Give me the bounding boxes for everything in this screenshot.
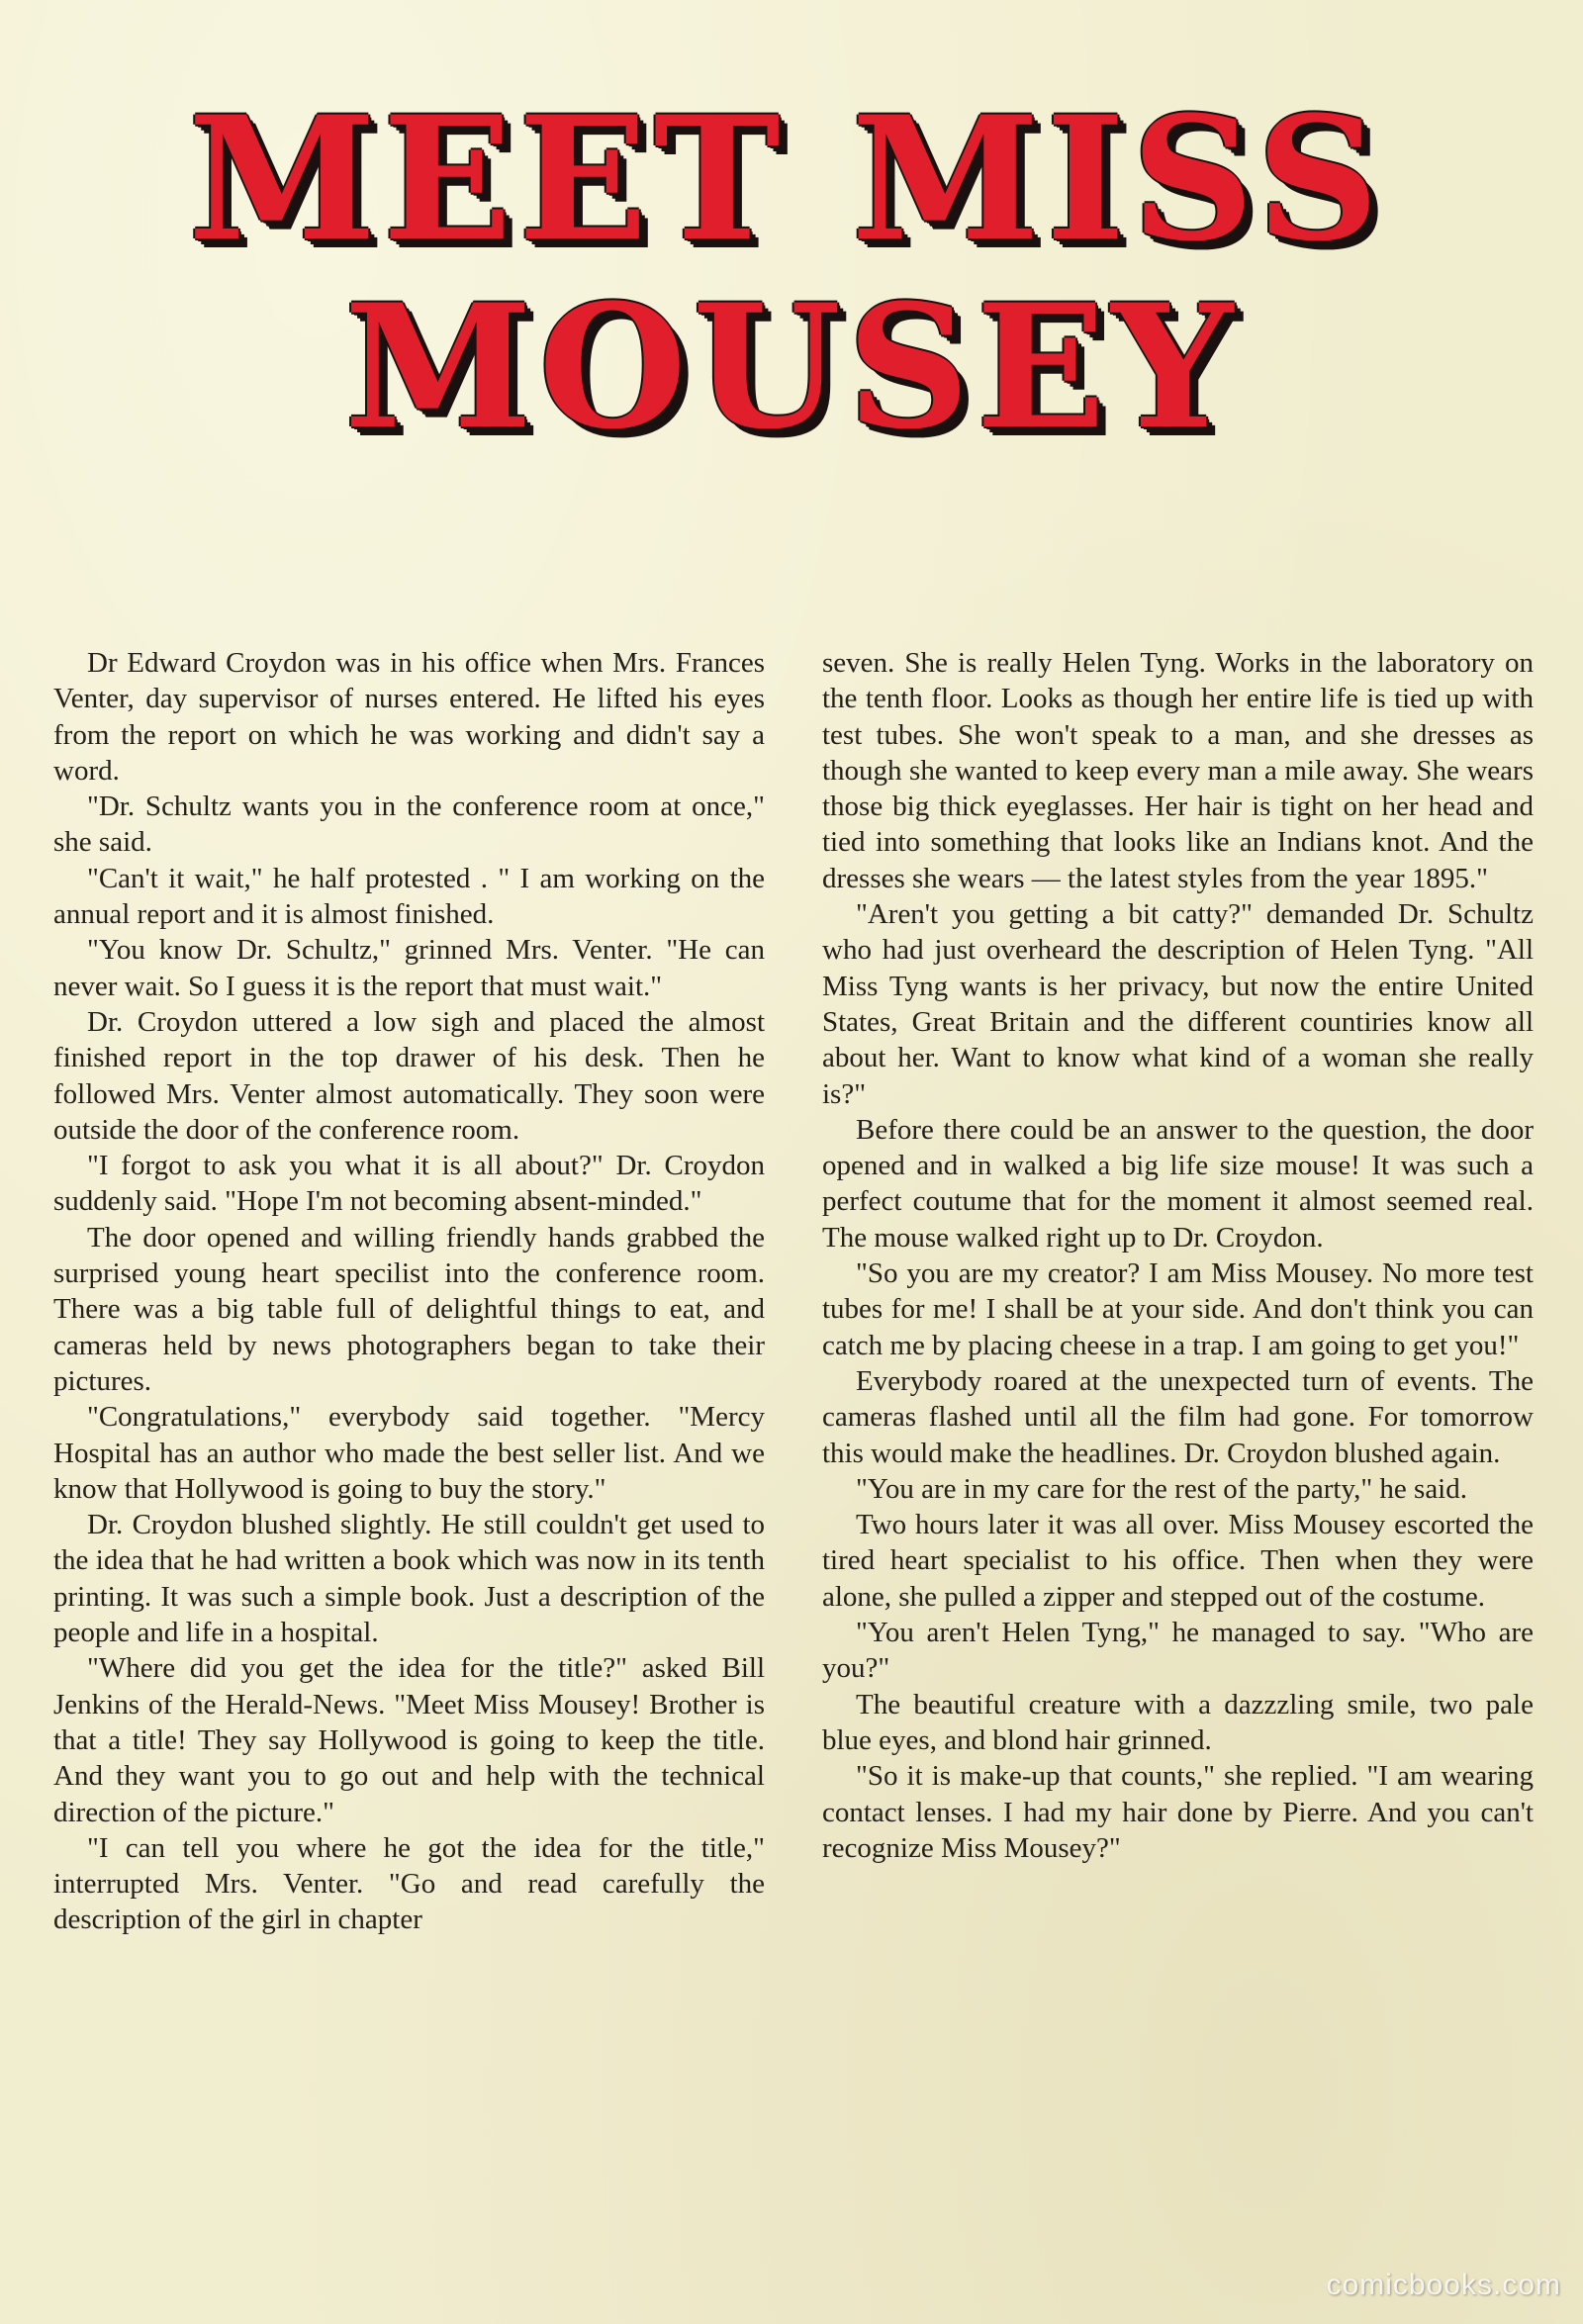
site-watermark: comicbooks.com <box>1326 2269 1561 2301</box>
paragraph: Dr. Croydon uttered a low sigh and placed the almost finished report in the top drawer of his desk. Then he followed Mrs. Venter almost automatically. They soon were outside the door of the conference room. <box>53 1005 765 1146</box>
paragraph: "Congratulations," everybody said together. "Mercy Hospital has an author who made the best seller list. And we know that Hollywood is going to buy the story." <box>53 1401 765 1505</box>
paragraph: "I can tell you where he got the idea for the title," interrupted Mrs. Venter. "Go and read carefully the description of the girl in chapter <box>53 1831 765 1936</box>
title-line-2: MOUSEY <box>343 266 1240 467</box>
paragraph: "You know Dr. Schultz," grinned Mrs. Venter. "He can never wait. So I guess it is the report that must wait." <box>53 934 765 1002</box>
paragraph: "So it is make-up that counts," she replied. "I am wearing contact lenses. I had my hair done by Pierre. And you can't recognize Miss Mousey?" <box>822 1760 1534 1864</box>
paragraph: The door opened and willing friendly hands grabbed the surprised young heart specilist into the conference room. There was a big table full of delightful things to eat, and cameras held by news photographers began to take their pictures. <box>53 1221 765 1397</box>
paragraph: Before there could be an answer to the question, the door opened and in walked a big life size mouse! It was such a perfect coutume that for the moment it almost seemed real. The mouse walked right up to Dr. Croydon. <box>822 1113 1534 1254</box>
paragraph: Two hours later it was all over. Miss Mousey escorted the tired heart specialist to his office. Then when they were alone, she pulled a zipper and stepped out of the costume. <box>822 1509 1534 1613</box>
paragraph: "Aren't you getting a bit catty?" demanded Dr. Schultz who had just overheard the description of Helen Tyng. "All Miss Tyng wants is her privacy, but now the entire United States, Great Britain and the different countiries know all about her. Want to know what kind of a woman she really is?" <box>822 898 1534 1110</box>
title-line-1: MEET MISS <box>188 78 1385 279</box>
story-column-right <box>822 645 1534 1938</box>
story-column-left <box>53 645 765 1938</box>
paragraph: "I forgot to ask you what it is all about?" Dr. Croydon suddenly said. "Hope I'm not becoming absent-minded." <box>53 1150 765 1218</box>
paragraph: The beautiful creature with a dazzzling smile, two pale blue eyes, and blond hair grinned. <box>822 1688 1534 1756</box>
paragraph: "So you are my creator? I am Miss Mousey. No more test tubes for me! I shall be at your side. And don't think you can catch me by placing cheese in a trap. I am going to get you!" <box>822 1257 1534 1361</box>
paragraph-continuation: seven. She is really Helen Tyng. Works in the laboratory on the tenth floor. Looks as though her entire life is tied up with test tubes. She won't speak to a man, and she dresses as though she wanted to keep every man a mile away. She wears those big thick eyeglasses. Her hair is tight on her head and tied into something that looks like an Indians knot. And the dresses she wears — the latest styles from the year 1895." <box>822 647 1534 894</box>
story-title <box>0 78 1583 467</box>
story-body <box>53 645 1534 1938</box>
paragraph: "You are in my care for the rest of the party," he said. <box>856 1472 1467 1505</box>
paragraph: Everybody roared at the unexpected turn of events. The cameras flashed until all the film had gone. For tomorrow this would make the headlines. Dr. Croydon blushed again. <box>822 1364 1534 1469</box>
paragraph: Dr Edward Croydon was in his office when Mrs. Frances Venter, day supervisor of nurses entered. He lifted his eyes from the report on which he was working and didn't say a word. <box>53 647 765 787</box>
paragraph: "You aren't Helen Tyng," he managed to say. "Who are you?" <box>822 1617 1534 1685</box>
paragraph: "Dr. Schultz wants you in the conference room at once," she said. <box>53 790 765 859</box>
paragraph: "Can't it wait," he half protested . " I am working on the annual report and it is almost finished. <box>53 862 765 931</box>
paragraph: Dr. Croydon blushed slightly. He still couldn't get used to the idea that he had written a book which was now in its tenth printing. It was such a simple book. Just a description of the people and life in a hospital. <box>53 1509 765 1649</box>
paragraph: "Where did you get the idea for the title?" asked Bill Jenkins of the Herald-News. "Meet Miss Mousey! Brother is that a title! They say Hollywood is going to keep the title. And they want you to go out and help with the technical direction of the picture." <box>53 1652 765 1828</box>
